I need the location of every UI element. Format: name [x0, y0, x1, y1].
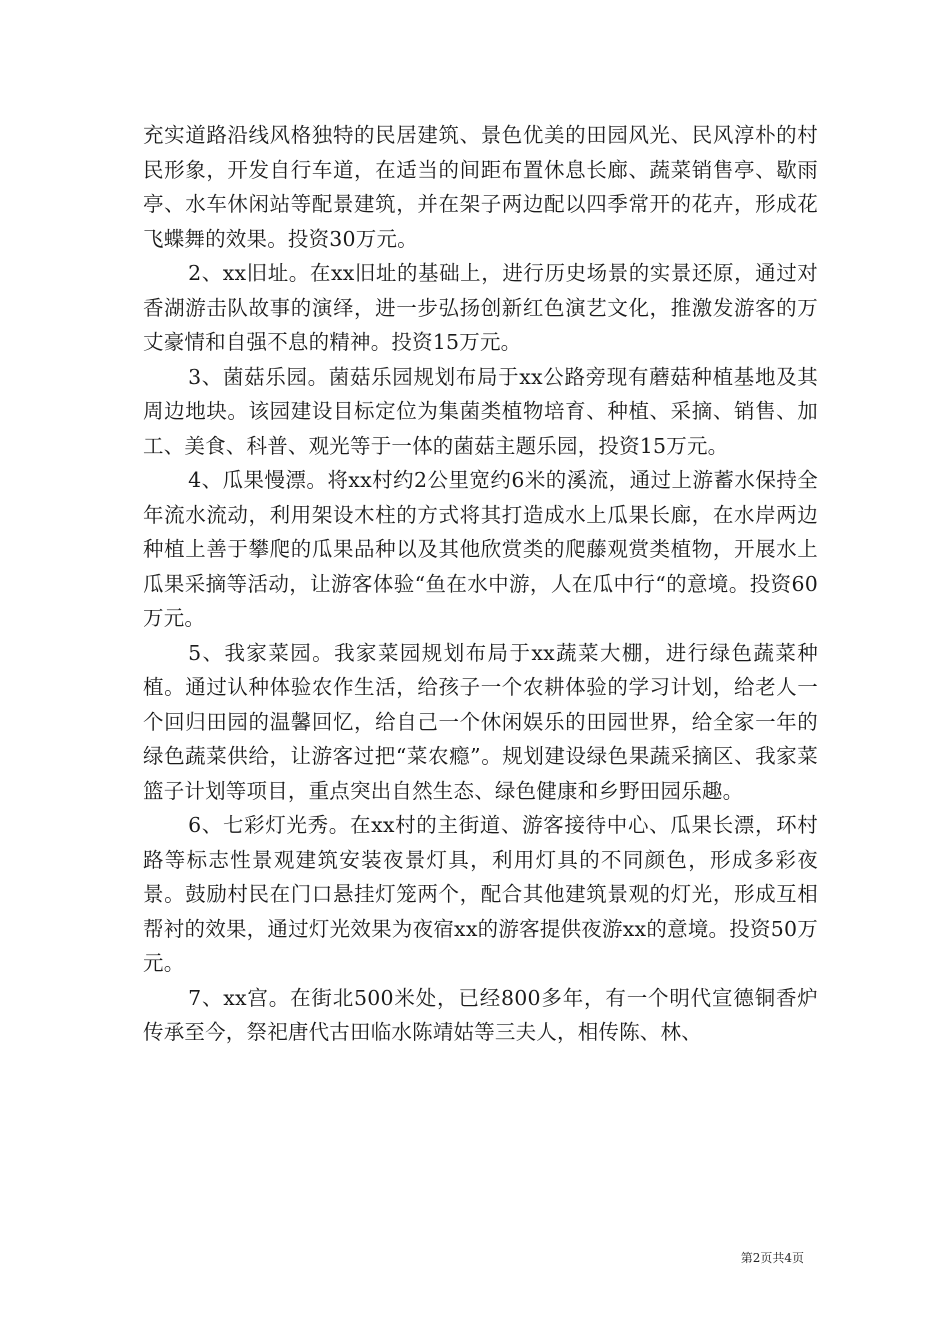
paragraph-item-6: 6、七彩灯光秀。在xx村的主街道、游客接待中心、瓜果长漂，环村路等标志性景观建筑安装夜景灯具，利用灯具的不同颜色，形成多彩夜景。鼓励村民在门口悬挂灯笼两个，配合其他建筑景观的灯光，形成互相帮衬的效果，通过灯光效果为夜宿xx的游客提供夜游xx的意境。投资50万元。 — [143, 813, 818, 975]
paragraph-item-5: 5、我家菜园。我家菜园规划布局于xx蔬菜大棚，进行绿色蔬菜种植。通过认种体验农作生活，给孩子一个农耕体验的学习计划，给老人一个回归田园的温馨回忆，给自己一个休闲娱乐的田园世界，给全家一年的绿色蔬菜供给，让游客过把“菜农瘾”。规划建设绿色果蔬采摘区、我家菜篮子计划等项目，重点突出自然生态、绿色健康和乡野田园乐趣。 — [143, 640, 818, 803]
paragraph-item-3: 3、菌菇乐园。菌菇乐园规划布局于xx公路旁现有蘑菇种植基地及其周边地块。该园建设目标定位为集菌类植物培育、种植、采摘、销售、加工、美食、科普、观光等于一体的菌菇主题乐园，投资15万元。 — [143, 364, 818, 458]
document-body — [143, 118, 818, 1050]
paragraph-item-2: 2、xx旧址。在xx旧址的基础上，进行历史场景的实景还原，通过对香湖游击队故事的演绎，进一步弘扬创新红色演艺文化，推激发游客的万丈豪情和自强不息的精神。投资15万元。 — [143, 261, 818, 354]
paragraph-continuation: 充实道路沿线风格独特的民居建筑、景色优美的田园风光、民风淳朴的村民形象，开发自行车道，在适当的间距布置休息长廊、蔬菜销售亭、歇雨亭、水车休闲站等配景建筑，并在架子两边配以四季常开的花卉，形成花飞蝶舞的效果。投资30万元。 — [143, 123, 818, 251]
page-number-footer: 第2页共4页 — [740, 1251, 804, 1265]
paragraph-item-7: 7、xx宫。在街北500米处，已经800多年，有一个明代宣德铜香炉传承至今，祭祀唐代古田临水陈靖姑等三夫人，相传陈、林、 — [143, 985, 818, 1044]
paragraph-item-4: 4、瓜果慢漂。将xx村约2公里宽约6米的溪流，通过上游蓄水保持全年流水流动，利用架设木柱的方式将其打造成水上瓜果长廊，在水岸两边种植上善于攀爬的瓜果品种以及其他欣赏类的爬藤观赏类植物，开展水上瓜果采摘等活动，让游客体验“鱼在水中游，人在瓜中行“的意境。投资60万元。 — [143, 468, 818, 630]
